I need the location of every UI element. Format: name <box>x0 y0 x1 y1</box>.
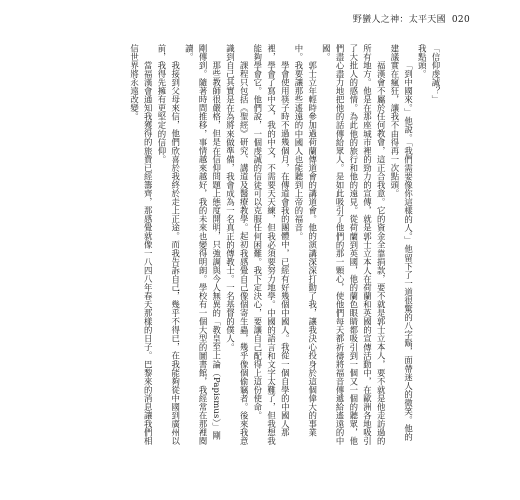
paragraph: 我點頭。 <box>417 44 428 79</box>
paragraph: 學會使用筷子時不過幾個月，在傳道會我的團體中，已經有好幾個中國人。我從一個自學的中國人那裡，學會了寫中文，我的中文，不需要天天練，但我必須要努力地學。中國的語言和文字太難了，但我想我能夠學會它。他們說，一個虔誠的信徒可以克服任何困難。我下定決心，要讓自己配得上這份使命。 <box>252 44 291 446</box>
paragraph: 郭士立年輕時參加過荷蘭傳道會的講道會。他的演講深深打動了我，讓我決心投身於這個偉大的事業中。我要讓那些遙遠的中國人也能聽到上帝的福音。 <box>293 44 318 437</box>
paragraph: 福漢會不屬於任何教會，這正合我意。它的資金全靠捐款，要不就是郭士立本人，要不就是他走訪過的所有地方。他是在那座城市裡的勁力的宣傳，就是郭士立本人在荷蘭和英國的宣傳活動中，在歐洲各地吸引了大批人的感情。為此他的旅行和他的遠見。從荷蘭到英國，他的蘭色眼睛都吸引到一個又一個的聽眾，他們盡心盡力地把他的話傳給眾人。是如此吸引了他們的那一顆心，使他們每天都祈禱將福音傳遞給遙遠的中國。 <box>321 44 387 446</box>
running-head-title: 野蠻人之神：太平天國 <box>352 15 446 25</box>
paragraph: 我接到父母來信，他們欣喜於我終於走上正途。而我告訴自己，幾乎不得已，在我能夠從中國到廣州以前，我得先擁有更堅定的信仰。 <box>156 44 181 446</box>
page-number: 020 <box>451 15 470 25</box>
vertical-text-body <box>52 44 442 448</box>
running-head <box>0 12 470 25</box>
paragraph: 「到中國來。」他說。「我們需要像你這樣的人。」他留下了一道很驚的八字鬍，面帶迷人的微笑。他的建議實在瘋狂，讓我不由得再一次點頭。 <box>389 44 414 442</box>
paragraph: 課程只包括《聖經》研究、講道及醫療教學。起初我感覺自己像個寄生蟲，幾乎像個偷竊者。後來我意識到自己其實是在為將來做準備，我會成為一名真正的傳教士。一名基督的僕人。 <box>225 44 250 446</box>
paragraph: 「信仰虔誠？」 <box>431 44 441 104</box>
paragraph: 那些教師很嚴格，但是在信仰問題上態度開明，只強調與今人無異的「教皇至上論（Papismus）」剛剛傳到。隨著時間推移，事情越來越好，我的未來也變得明朗。學校有一個大型的圖書館，我經常在那裡閱讀。 <box>184 44 222 446</box>
paragraph: 當福漢會通知我獲得的旅費已經籌齊，那感覺就像一八四八年春天那樣的日子。巴黎來的消息讓我們相信世界將永遠改變。 <box>129 44 154 446</box>
